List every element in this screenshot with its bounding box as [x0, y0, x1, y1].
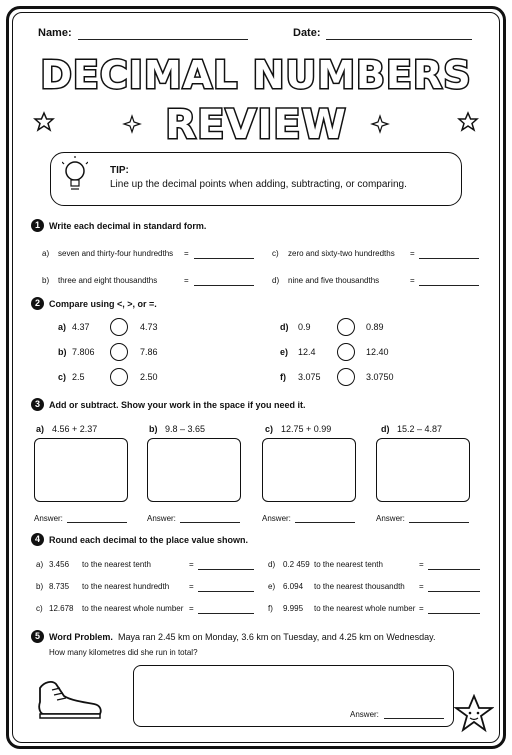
- answer-line[interactable]: [180, 522, 240, 523]
- item-letter: a): [36, 424, 45, 434]
- item-letter: f): [268, 604, 273, 613]
- item-letter: c): [36, 604, 43, 613]
- work-box[interactable]: [34, 438, 128, 502]
- item-letter: f): [280, 372, 286, 382]
- answer-line[interactable]: [384, 718, 444, 719]
- compare-right: 4.73: [140, 322, 158, 332]
- round-place: to the nearest tenth: [314, 560, 383, 569]
- lightbulb-icon: [62, 156, 88, 200]
- smiling-star-icon: [454, 694, 494, 734]
- sparkle-icon: [372, 116, 388, 132]
- name-label: Name:: [38, 27, 72, 39]
- compare-circle[interactable]: [337, 318, 355, 336]
- compare-left: 4.37: [72, 322, 90, 332]
- compare-right: 12.40: [366, 347, 389, 357]
- answer-line[interactable]: [194, 258, 254, 259]
- expression: 4.56 + 2.37: [52, 424, 98, 434]
- item-letter: a): [58, 322, 67, 332]
- compare-circle[interactable]: [110, 343, 128, 361]
- equals-sign: =: [419, 582, 424, 591]
- answer-line[interactable]: [295, 522, 355, 523]
- answer-line[interactable]: [67, 522, 127, 523]
- expression: 15.2 – 4.87: [397, 424, 443, 434]
- answer-label: Answer:: [376, 514, 405, 523]
- item-text: three and eight thousandths: [58, 276, 158, 285]
- tip-text: Line up the decimal points when adding, subtracting, or comparing.: [110, 179, 407, 190]
- equals-sign: =: [189, 604, 194, 613]
- item-text: nine and five thousandths: [288, 276, 380, 285]
- title-line-1: DECIMAL NUMBERS: [40, 53, 472, 97]
- answer-label: Answer:: [147, 514, 176, 523]
- compare-right: 3.0750: [366, 372, 394, 382]
- section-instruction: Compare using <, >, or =.: [49, 299, 157, 309]
- equals-sign: =: [184, 249, 189, 258]
- section-instruction: Round each decimal to the place value shown.: [49, 535, 249, 545]
- round-value: 9.995: [283, 604, 304, 613]
- section-number: 1: [31, 219, 44, 232]
- equals-sign: =: [410, 276, 415, 285]
- star-icon: [459, 113, 477, 130]
- round-value: 3.456: [49, 560, 70, 569]
- answer-line[interactable]: [419, 258, 479, 259]
- answer-line[interactable]: [428, 591, 480, 592]
- round-place: to the nearest tenth: [82, 560, 151, 569]
- section-number: 4: [31, 533, 44, 546]
- item-text: zero and sixty-two hundredths: [288, 249, 395, 258]
- item-letter: d): [268, 560, 276, 569]
- work-box[interactable]: [147, 438, 241, 502]
- compare-circle[interactable]: [337, 368, 355, 386]
- item-letter: b): [42, 276, 50, 285]
- answer-label: Answer:: [262, 514, 291, 523]
- item-letter: b): [36, 582, 44, 591]
- tip-label: TIP:: [110, 165, 129, 176]
- round-value: 0.2 459: [283, 560, 310, 569]
- round-value: 12.678: [49, 604, 74, 613]
- item-letter: d): [381, 424, 390, 434]
- section-number: 5: [31, 630, 44, 643]
- compare-left: 0.9: [298, 322, 311, 332]
- section-instruction: Add or subtract. Show your work in the space if you need it.: [49, 400, 306, 410]
- expression: 9.8 – 3.65: [165, 424, 206, 434]
- item-letter: b): [58, 347, 67, 357]
- round-place: to the nearest hundredth: [82, 582, 170, 591]
- answer-line[interactable]: [198, 569, 254, 570]
- item-letter: b): [149, 424, 158, 434]
- star-icon: [35, 113, 53, 130]
- item-letter: e): [280, 347, 289, 357]
- answer-line[interactable]: [198, 591, 254, 592]
- answer-line[interactable]: [409, 522, 469, 523]
- item-letter: d): [280, 322, 289, 332]
- word-problem-label: Word Problem.: [49, 632, 113, 642]
- round-value: 8.735: [49, 582, 70, 591]
- answer-line[interactable]: [428, 613, 480, 614]
- sparkle-icon: [124, 116, 140, 132]
- section-number: 2: [31, 297, 44, 310]
- item-letter: a): [36, 560, 44, 569]
- equals-sign: =: [410, 249, 415, 258]
- round-value: 6.094: [283, 582, 304, 591]
- answer-label: Answer:: [34, 514, 63, 523]
- equals-sign: =: [184, 276, 189, 285]
- word-problem-question: How many kilometres did she run in total?: [49, 648, 198, 657]
- answer-line[interactable]: [198, 613, 254, 614]
- equals-sign: =: [189, 582, 194, 591]
- date-field[interactable]: [326, 39, 472, 40]
- item-letter: d): [272, 276, 280, 285]
- name-field[interactable]: [78, 39, 248, 40]
- answer-label: Answer:: [350, 710, 379, 719]
- section-number: 3: [31, 398, 44, 411]
- title-line-2: REVIEW: [165, 102, 347, 148]
- equals-sign: =: [419, 560, 424, 569]
- equals-sign: =: [189, 560, 194, 569]
- item-letter: a): [42, 249, 50, 258]
- work-box[interactable]: [262, 438, 356, 502]
- word-problem-text: Maya ran 2.45 km on Monday, 3.6 km on Tuesday, and 4.25 km on Wednesday.: [118, 632, 436, 642]
- compare-right: 2.50: [140, 372, 158, 382]
- item-letter: e): [268, 582, 276, 591]
- answer-line[interactable]: [428, 569, 480, 570]
- round-place: to the nearest whole number: [82, 604, 184, 613]
- compare-circle[interactable]: [337, 343, 355, 361]
- expression: 12.75 + 0.99: [281, 424, 332, 434]
- compare-left: 3.075: [298, 372, 321, 382]
- item-letter: c): [272, 249, 279, 258]
- answer-line[interactable]: [419, 285, 479, 286]
- section-instruction: Write each decimal in standard form.: [49, 221, 207, 231]
- compare-circle[interactable]: [110, 368, 128, 386]
- work-box[interactable]: [376, 438, 470, 502]
- compare-left: 12.4: [298, 347, 316, 357]
- round-place: to the nearest thousandth: [314, 582, 405, 591]
- page-title: [20, 44, 492, 148]
- item-text: seven and thirty-four hundredths: [58, 249, 174, 258]
- compare-right: 0.89: [366, 322, 384, 332]
- answer-line[interactable]: [194, 285, 254, 286]
- compare-right: 7.86: [140, 347, 158, 357]
- round-place: to the nearest whole number: [314, 604, 416, 613]
- sneaker-icon: [34, 674, 106, 722]
- compare-left: 7.806: [72, 347, 95, 357]
- date-label: Date:: [293, 27, 321, 39]
- compare-left: 2.5: [72, 372, 85, 382]
- item-letter: c): [58, 372, 67, 382]
- equals-sign: =: [419, 604, 424, 613]
- item-letter: c): [265, 424, 274, 434]
- compare-circle[interactable]: [110, 318, 128, 336]
